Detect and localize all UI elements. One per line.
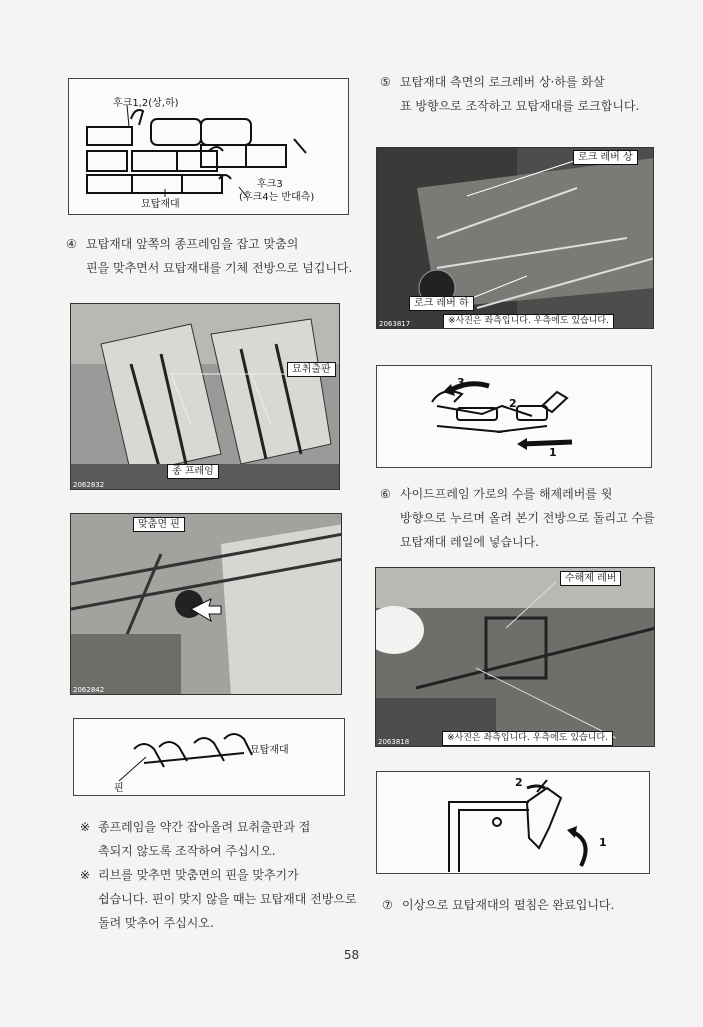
release-lever-label: 수해제 레버 [560,571,621,586]
photo-code: 2062832 [73,481,105,489]
note-2-mark: ※ [80,868,91,882]
seedling-table-label: 묘탑재대 [141,199,180,210]
step-6-number: ⑥ [380,487,391,501]
note-2 [80,863,360,935]
photo-code: 2063817 [379,320,411,328]
lock-lever-upper-label: 로크 레버 상 [573,150,638,165]
photo-lock-lever [376,147,654,329]
note-2-first: 리브를 맞추면 맞춤면의 핀을 맞추기가 [98,868,299,882]
notes [80,815,360,935]
step-number-2: 2 [515,776,523,789]
pin-label: 핀 [114,783,124,794]
step-number-1: 1 [549,446,557,459]
release-lever-diagram-drawing [377,772,651,875]
hook12-label: 후크1,2(상,하) [113,98,179,109]
vertical-frame-label: 종 프레임 [167,464,219,479]
step-number-3: 3 [457,376,465,389]
note-1-first: 종프레임을 약간 잡아올려 묘취출판과 접 [98,820,311,834]
lock-lever-lower-label: 로크 레버 하 [409,296,474,311]
hook-diagram [68,78,349,215]
step-number-2: 2 [509,397,517,410]
step-6-first-line: 사이드프레임 가로의 수를 해제레버를 윗 [400,487,613,501]
step-6-rest: 방향으로 누르며 올려 본기 전방으로 돌리고 수를 묘탑재대 레일에 넣습니다. [400,511,655,549]
step-number-1: 1 [599,836,607,849]
step-7-number: ⑦ [382,898,393,912]
photo-code: 2063818 [378,738,410,746]
pin-diagram [73,718,345,796]
step-4-number: ④ [66,237,77,251]
seedling-takeout-plate-label: 묘취출판 [287,362,336,377]
note-1-mark: ※ [80,820,91,834]
step-5-rest: 표 방향으로 조작하고 묘탑재대를 로크합니다. [400,99,640,113]
photo-note: ※사진은 좌측입니다. 우측에도 있습니다. [443,314,614,329]
photo-vertical-frame [70,303,340,490]
step-5-first-line: 묘탑재대 측면의 로크레버 상·하를 화살 [400,75,605,89]
photo-release-lever [375,567,655,747]
seedling-table-label: 묘탑재대 [250,745,289,756]
page-number: 58 [343,948,360,962]
step-5-number: ⑤ [380,75,391,89]
note-1-rest: 촉되지 않도록 조작하여 주십시오. [98,844,276,858]
note-2-rest: 쉽습니다. 핀이 맞지 않을 때는 묘탑재대 전방으로 돌려 맞추어 주십시오. [98,892,357,930]
note-1 [80,815,360,863]
lock-lever-diagram-drawing [377,366,653,469]
photo-alignment-pin-image [71,514,342,695]
photo-vertical-frame-image [71,304,340,490]
release-lever-diagram [376,771,650,874]
photo-code: 2062842 [73,686,105,694]
hook3-label: 후크3 [257,179,283,190]
alignment-pin-label: 맞춤면 핀 [133,517,185,532]
step-4 [66,232,356,280]
step-7 [382,893,664,917]
photo-note: ※사진은 좌측입니다. 우측에도 있습니다. [442,731,613,746]
lock-lever-diagram [376,365,652,468]
step-4-rest: 핀을 맞추면서 묘탑재대를 기체 전방으로 넘깁니다. [86,261,353,275]
hook3-note: (후크4는 반대측) [239,192,315,203]
photo-alignment-pin [70,513,342,695]
step-6 [380,482,662,554]
photo-release-lever-image [376,568,655,747]
step-5 [380,70,662,118]
step-4-first-line: 묘탑재대 앞쪽의 종프레임을 잡고 맞춤의 [86,237,299,251]
step-7-text: 이상으로 묘탑재대의 펼침은 완료입니다. [402,898,615,912]
